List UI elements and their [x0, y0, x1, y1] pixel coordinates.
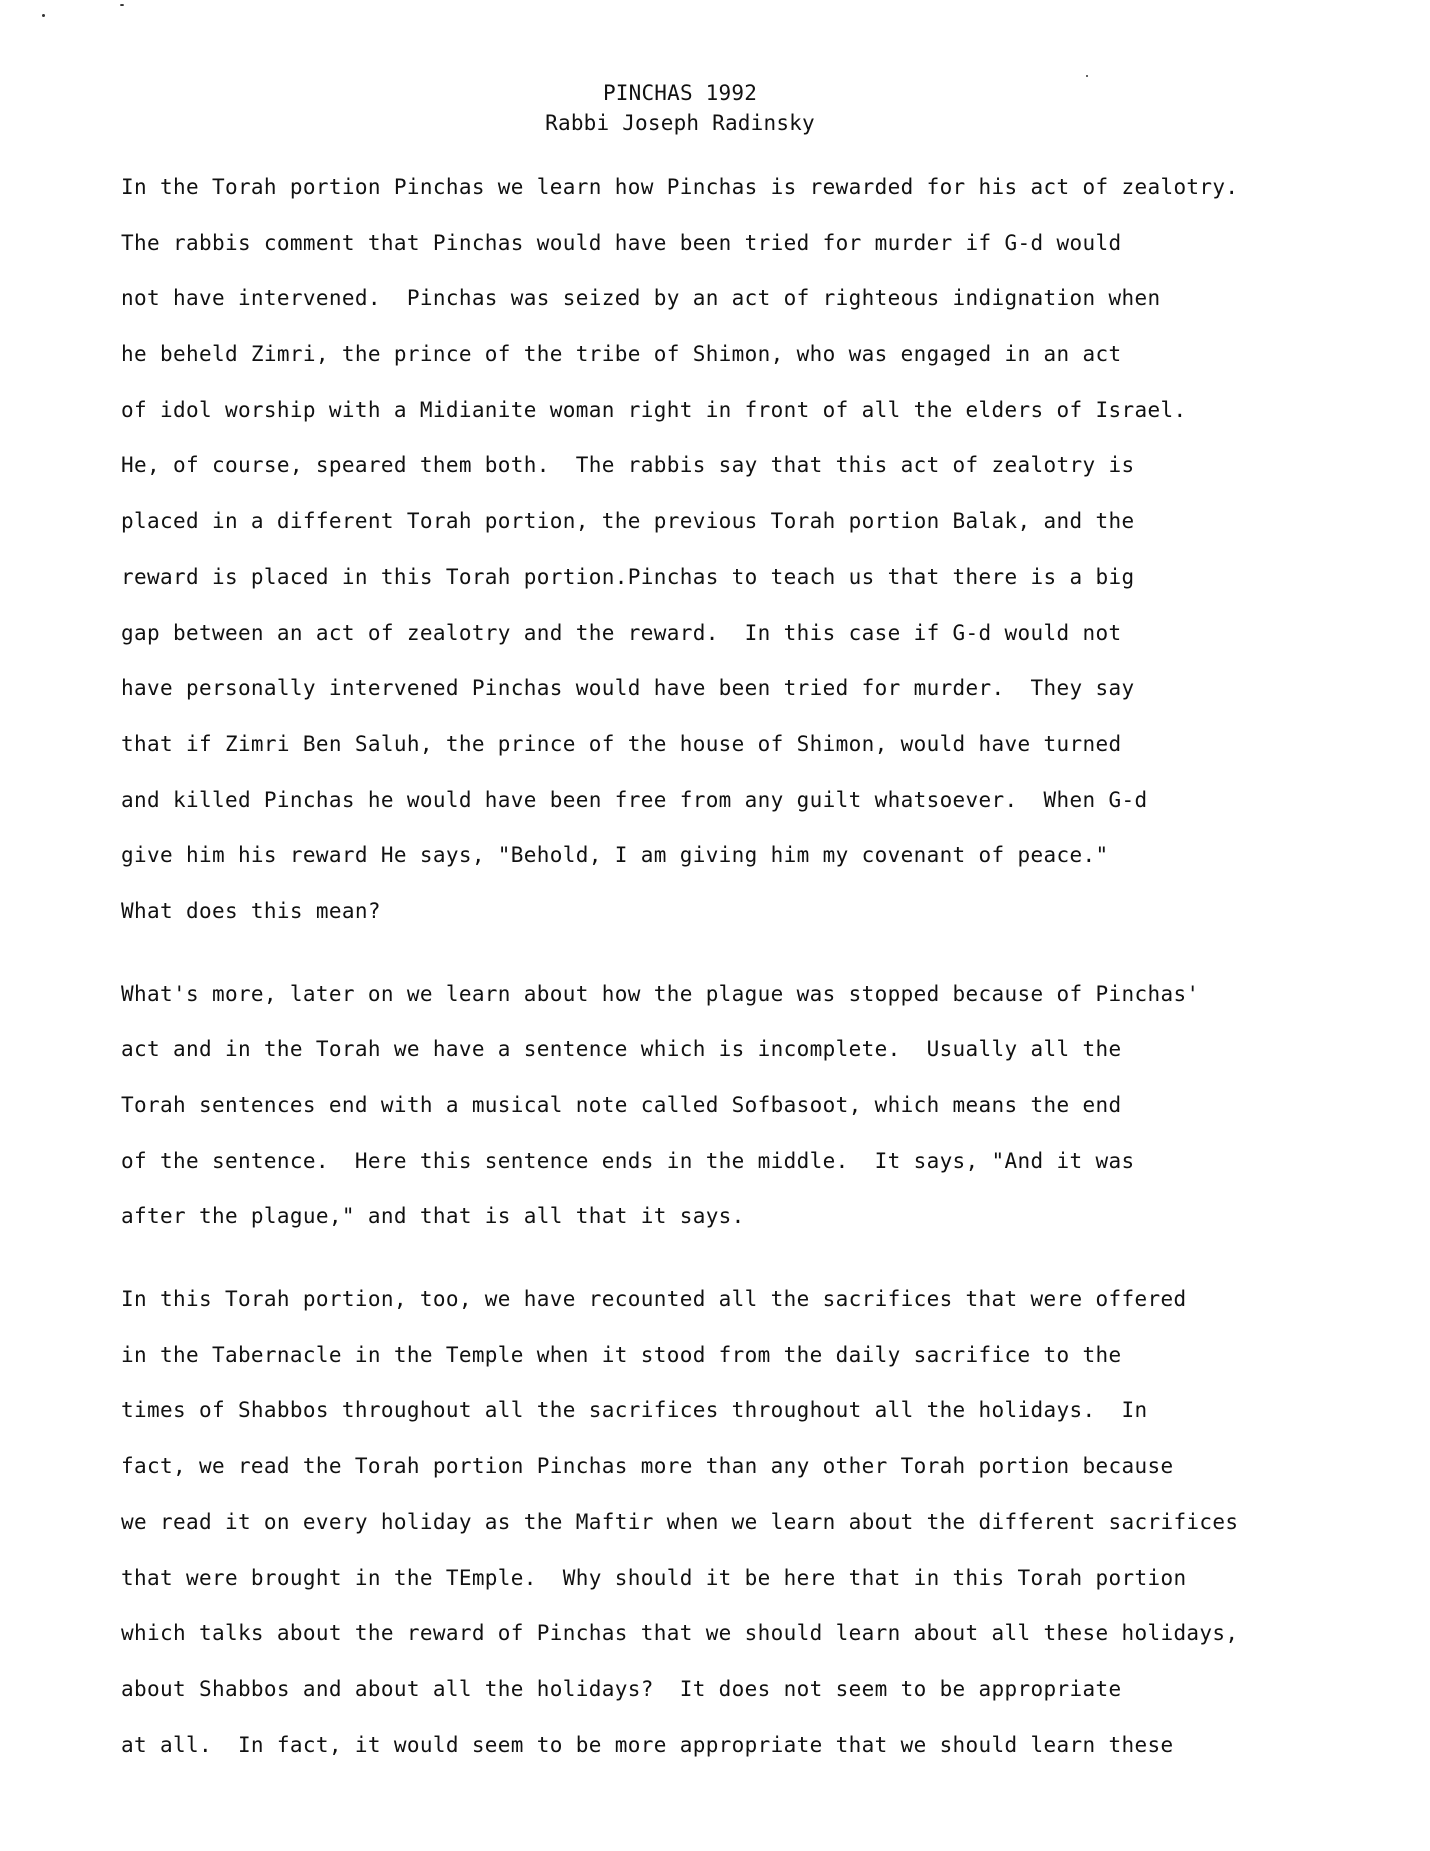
text-line: He, of course, speared them both. The rabbis say that this act of zealotry is — [121, 453, 1135, 478]
text-line: give him his reward He says, "Behold, I am giving him my covenant of peace." — [121, 843, 1109, 868]
scan-speck — [42, 14, 45, 17]
document-title: PINCHAS 1992 — [602, 81, 758, 105]
text-line: and killed Pinchas he would have been free from any guilt whatsoever. When G-d — [121, 787, 1148, 812]
document-header — [0, 78, 1360, 138]
text-line: at all. In fact, it would seem to be more appropriate that we should learn these — [121, 1732, 1174, 1757]
text-line: about Shabbos and about all the holidays? It does not seem to be appropriate — [121, 1676, 1122, 1701]
text-line: Torah sentences end with a musical note called Sofbasoot, which means the end — [121, 1093, 1122, 1117]
scan-speck — [1086, 75, 1088, 77]
text-line: which talks about the reward of Pinchas that we should learn about all these holidays, — [121, 1621, 1239, 1646]
text-line: gap between an act of zealotry and the reward. In this case if G-d would not — [121, 620, 1122, 645]
text-line: have personally intervened Pinchas would have been tried for murder. They say — [121, 676, 1135, 701]
text-line: that were brought in the TEmple. Why should it be here that in this Torah portion — [121, 1565, 1187, 1590]
document-body — [121, 160, 1321, 1773]
text-line: The rabbis comment that Pinchas would have been tried for murder if G-d would — [121, 230, 1122, 255]
text-line: in the Tabernacle in the Temple when it stood from the daily sacrifice to the — [121, 1342, 1122, 1367]
text-line: after the plague," and that is all that it says. — [121, 1204, 745, 1229]
text-line: he beheld Zimri, the prince of the tribe of Shimon, who was engaged in an act — [121, 342, 1122, 367]
text-line: In the Torah portion Pinchas we learn how Pinchas is rewarded for his act of zealotry. — [121, 175, 1239, 199]
text-line: of idol worship with a Midianite woman right in front of all the elders of Israel. — [121, 397, 1187, 422]
scan-speck — [120, 4, 124, 6]
paragraph-2 — [121, 967, 1321, 1245]
paragraph-3 — [121, 1272, 1321, 1773]
text-line: that if Zimri Ben Saluh, the prince of the house of Shimon, would have turned — [121, 731, 1122, 756]
text-line: What's more, later on we learn about how the plague was stopped because of Pinchas' — [121, 981, 1200, 1006]
document-author: Rabbi Joseph Radinsky — [545, 111, 815, 135]
text-line: we read it on every holiday as the Maftir when we learn about the different sacrifices — [121, 1509, 1239, 1534]
text-line: What does this mean? — [121, 898, 381, 923]
paragraph-1 — [121, 160, 1321, 940]
text-line: of the sentence. Here this sentence ends in the middle. It says, "And it was — [121, 1148, 1135, 1173]
text-line: In this Torah portion, too, we have recounted all the sacrifices that were offered — [121, 1287, 1187, 1312]
text-line: reward is placed in this Torah portion.Pinchas to teach us that there is a big — [121, 564, 1135, 589]
text-line: times of Shabbos throughout all the sacrifices throughout all the holidays. In — [121, 1398, 1148, 1423]
text-line: placed in a different Torah portion, the previous Torah portion Balak, and the — [121, 509, 1135, 534]
text-line: fact, we read the Torah portion Pinchas more than any other Torah portion because — [121, 1454, 1174, 1479]
text-line: act and in the Torah we have a sentence which is incomplete. Usually all the — [121, 1037, 1122, 1062]
text-line: not have intervened. Pinchas was seized by an act of righteous indignation when — [121, 286, 1161, 311]
